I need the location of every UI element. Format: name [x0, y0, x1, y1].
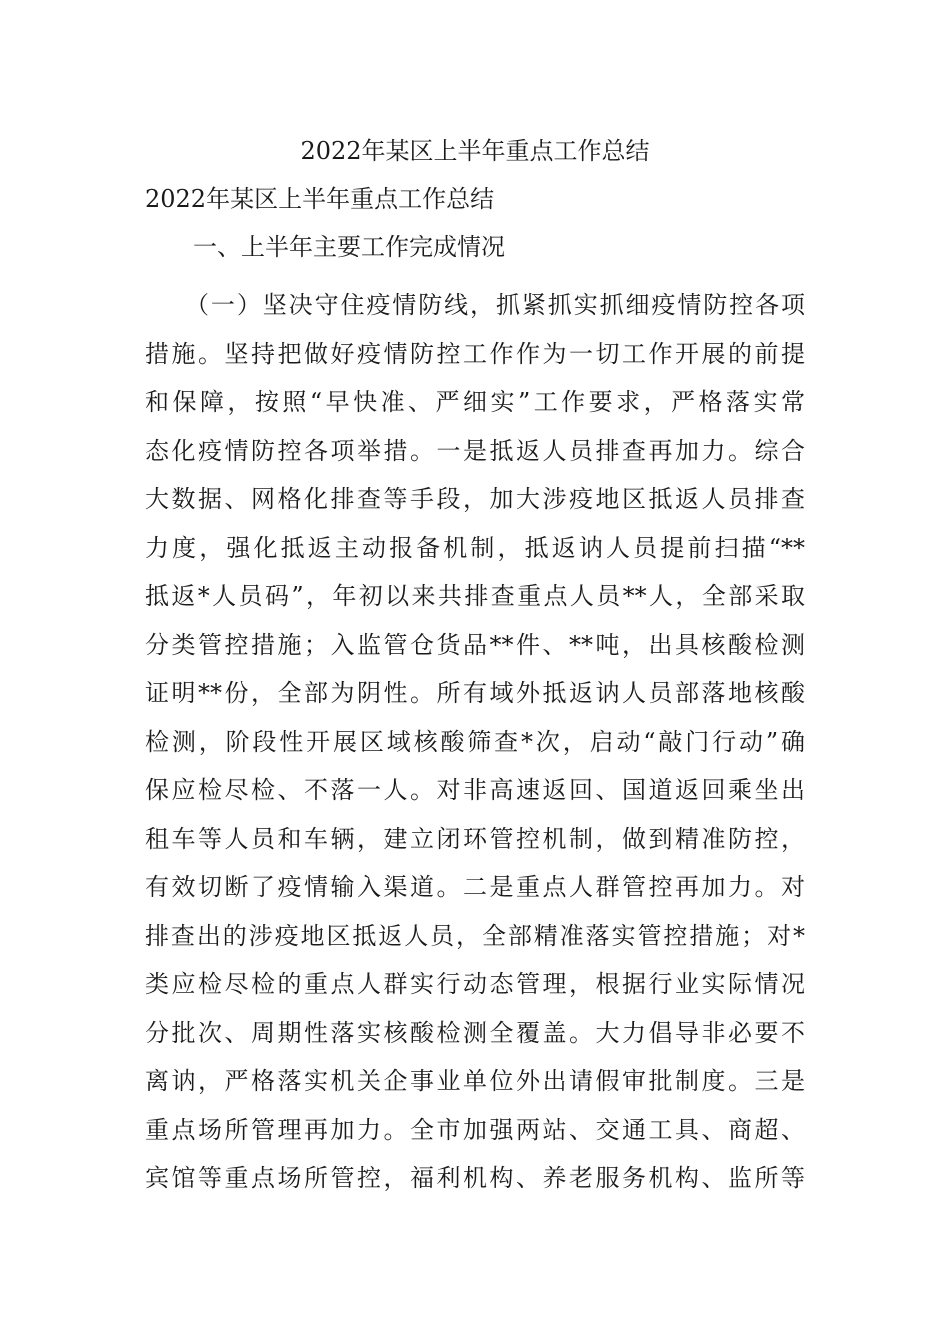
paragraph-line: 有效切断了疫情输入渠道。二是重点人群管控再加力。对 — [145, 873, 805, 901]
paragraph-line: 分类管控措施；入监管仓货品**件、**吨，出具核酸检测 — [145, 630, 805, 659]
document-subtitle: 2022年某区上半年重点工作总结 — [145, 185, 495, 213]
body-paragraph — [145, 281, 805, 1203]
paragraph-line: 抵返*人员码”，年初以来共排查重点人员**人，全部采取 — [145, 582, 805, 610]
paragraph-line: 离讷，严格落实机关企事业单位外出请假审批制度。三是 — [145, 1067, 805, 1095]
paragraph-line: （一）坚决守住疫情防线，抓紧抓实抓细疫情防控各项 — [185, 291, 805, 319]
document-title: 2022年某区上半年重点工作总结 — [300, 137, 650, 165]
paragraph-line: 重点场所管理再加力。全市加强两站、交通工具、商超、 — [145, 1115, 805, 1144]
paragraph-line: 措施。坚持把做好疫情防控工作作为一切工作开展的前提 — [145, 339, 805, 368]
paragraph-line: 和保障，按照“早快准、严细实”工作要求，严格落实常 — [145, 388, 805, 416]
paragraph-line: 排查出的涉疫地区抵返人员，全部精准落实管控措施；对* — [145, 921, 805, 950]
paragraph-line: 租车等人员和车辆，建立闭环管控机制，做到精准防控， — [145, 824, 805, 853]
paragraph-line: 大数据、网格化排查等手段，加大涉疫地区抵返人员排查 — [145, 485, 805, 513]
paragraph-line: 宾馆等重点场所管控，福利机构、养老服务机构、监所等 — [145, 1164, 805, 1192]
paragraph-line: 分批次、周期性落实核酸检测全覆盖。大力倡导非必要不 — [145, 1018, 805, 1047]
paragraph-line: 态化疫情防控各项举措。一是抵返人员排查再加力。综合 — [145, 436, 805, 465]
section-heading: 一、上半年主要工作完成情况 — [193, 233, 505, 261]
paragraph-line: 检测，阶段性开展区域核酸筛查*次，启动“敲门行动”确 — [145, 727, 805, 756]
paragraph-line: 保应检尽检、不落一人。对非高速返回、国道返回乘坐出 — [145, 776, 805, 804]
paragraph-line: 类应检尽检的重点人群实行动态管理，根据行业实际情况 — [145, 970, 805, 998]
paragraph-line: 证明**份，全部为阴性。所有域外抵返讷人员部落地核酸 — [145, 679, 805, 707]
paragraph-line: 力度，强化抵返主动报备机制，抵返讷人员提前扫描“** — [145, 533, 805, 562]
